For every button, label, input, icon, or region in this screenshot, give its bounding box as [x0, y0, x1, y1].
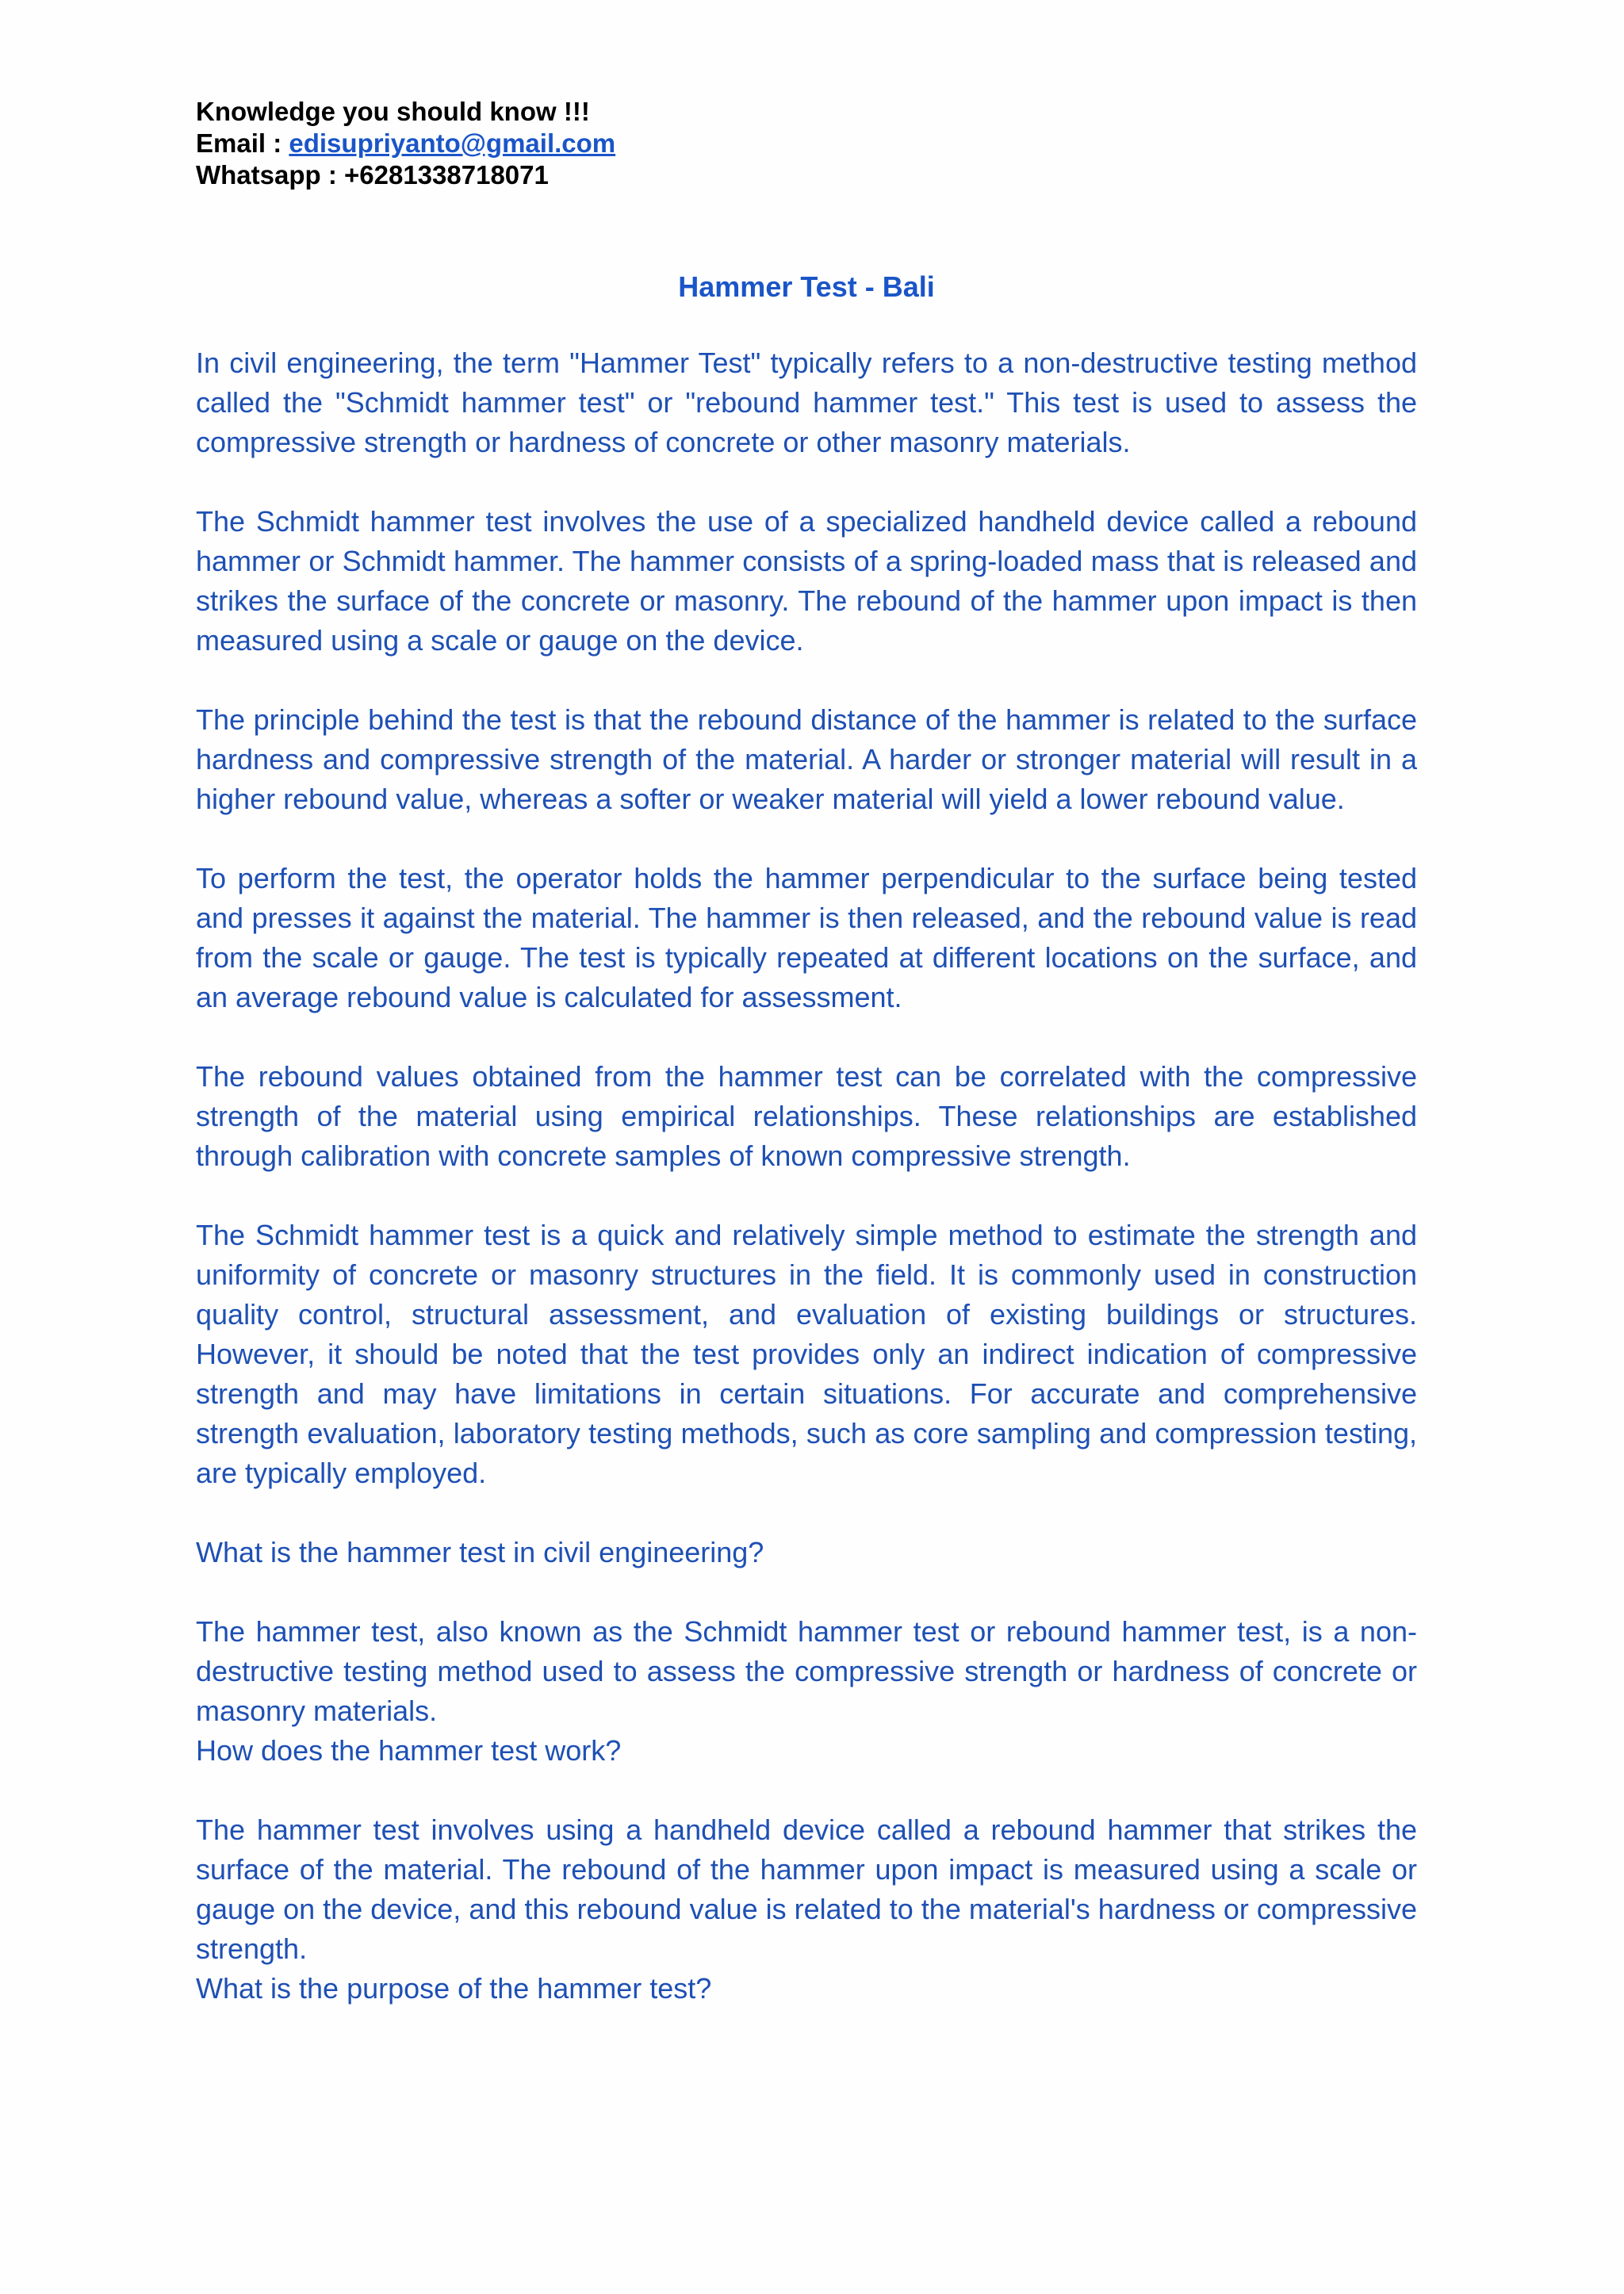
paragraph-summary: The Schmidt hammer test is a quick and relatively simple method to estimate the strength and uniformity of concrete or masonry structures in the field. It is commonly used in construction quality control, structural assessment, and evaluation of existing buildings or structures. However, it should be noted that the test provides only an indirect indication of compressive strength and may have limitations in certain situations. For accurate and comprehensive strength evaluation, laboratory testing methods, such as core sampling and compression testing, are typically employed. [196, 1219, 1417, 1489]
header-whatsapp: Whatsapp : +6281338718071 [196, 160, 549, 190]
paragraph-correlation: The rebound values obtained from the hammer test can be correlated with the compressive strength of the material using empirical relationships. These relationships are established through calibration with concrete samples of known compressive strength. [196, 1060, 1417, 1172]
email-label: Email : [196, 128, 289, 158]
email-link[interactable]: edisupriyanto@gmail.com [289, 128, 616, 158]
faq-answer-2: The hammer test involves using a handheld device called a rebound hammer that strikes the surface of the material. The rebound of the hammer upon impact is measured using a scale or gauge on the device, and this rebound value is related to the material's hardness or compressive strength. [196, 1813, 1417, 1965]
paragraph-device: The Schmidt hammer test involves the use of a specialized handheld device called a rebound hammer or Schmidt hammer. The hammer consists of a spring-loaded mass that is released and strikes the surface of the concrete or masonry. The rebound of the hammer upon impact is then measured using a scale or gauge on the device. [196, 505, 1417, 657]
header-tagline: Knowledge you should know !!! [196, 97, 590, 126]
paragraph-principle: The principle behind the test is that the rebound distance of the hammer is related to the surface hardness and compressive strength of the material. A harder or stronger material will result in a higher rebound value, whereas a softer or weaker material will yield a lower rebound value. [196, 703, 1417, 815]
faq-question-2: How does the hammer test work? [196, 1734, 622, 1767]
document-header [196, 96, 1417, 191]
faq-answer-1: The hammer test, also known as the Schmidt hammer test or rebound hammer test, is a non-destructive testing method used to assess the compressive strength or hardness of concrete or masonry materials. [196, 1615, 1417, 1727]
faq-question-3: What is the purpose of the hammer test? [196, 1972, 712, 2005]
document-body [196, 343, 1417, 2009]
paragraph-intro: In civil engineering, the term "Hammer Test" typically refers to a non-destructive testing method called the "Schmidt hammer test" or "rebound hammer test." This test is used to assess the compressive strength or hardness of concrete or other masonry materials. [196, 347, 1417, 458]
header-email-line [196, 128, 1417, 159]
document-title: Hammer Test - Bali [678, 270, 935, 303]
paragraph-procedure: To perform the test, the operator holds the hammer perpendicular to the surface being tested and presses it against the material. The hammer is then released, and the rebound value is read from the scale or gauge. The test is typically repeated at different locations on the surface, and an average rebound value is calculated for assessment. [196, 862, 1417, 1013]
faq-question-1: What is the hammer test in civil engineering? [196, 1536, 764, 1568]
